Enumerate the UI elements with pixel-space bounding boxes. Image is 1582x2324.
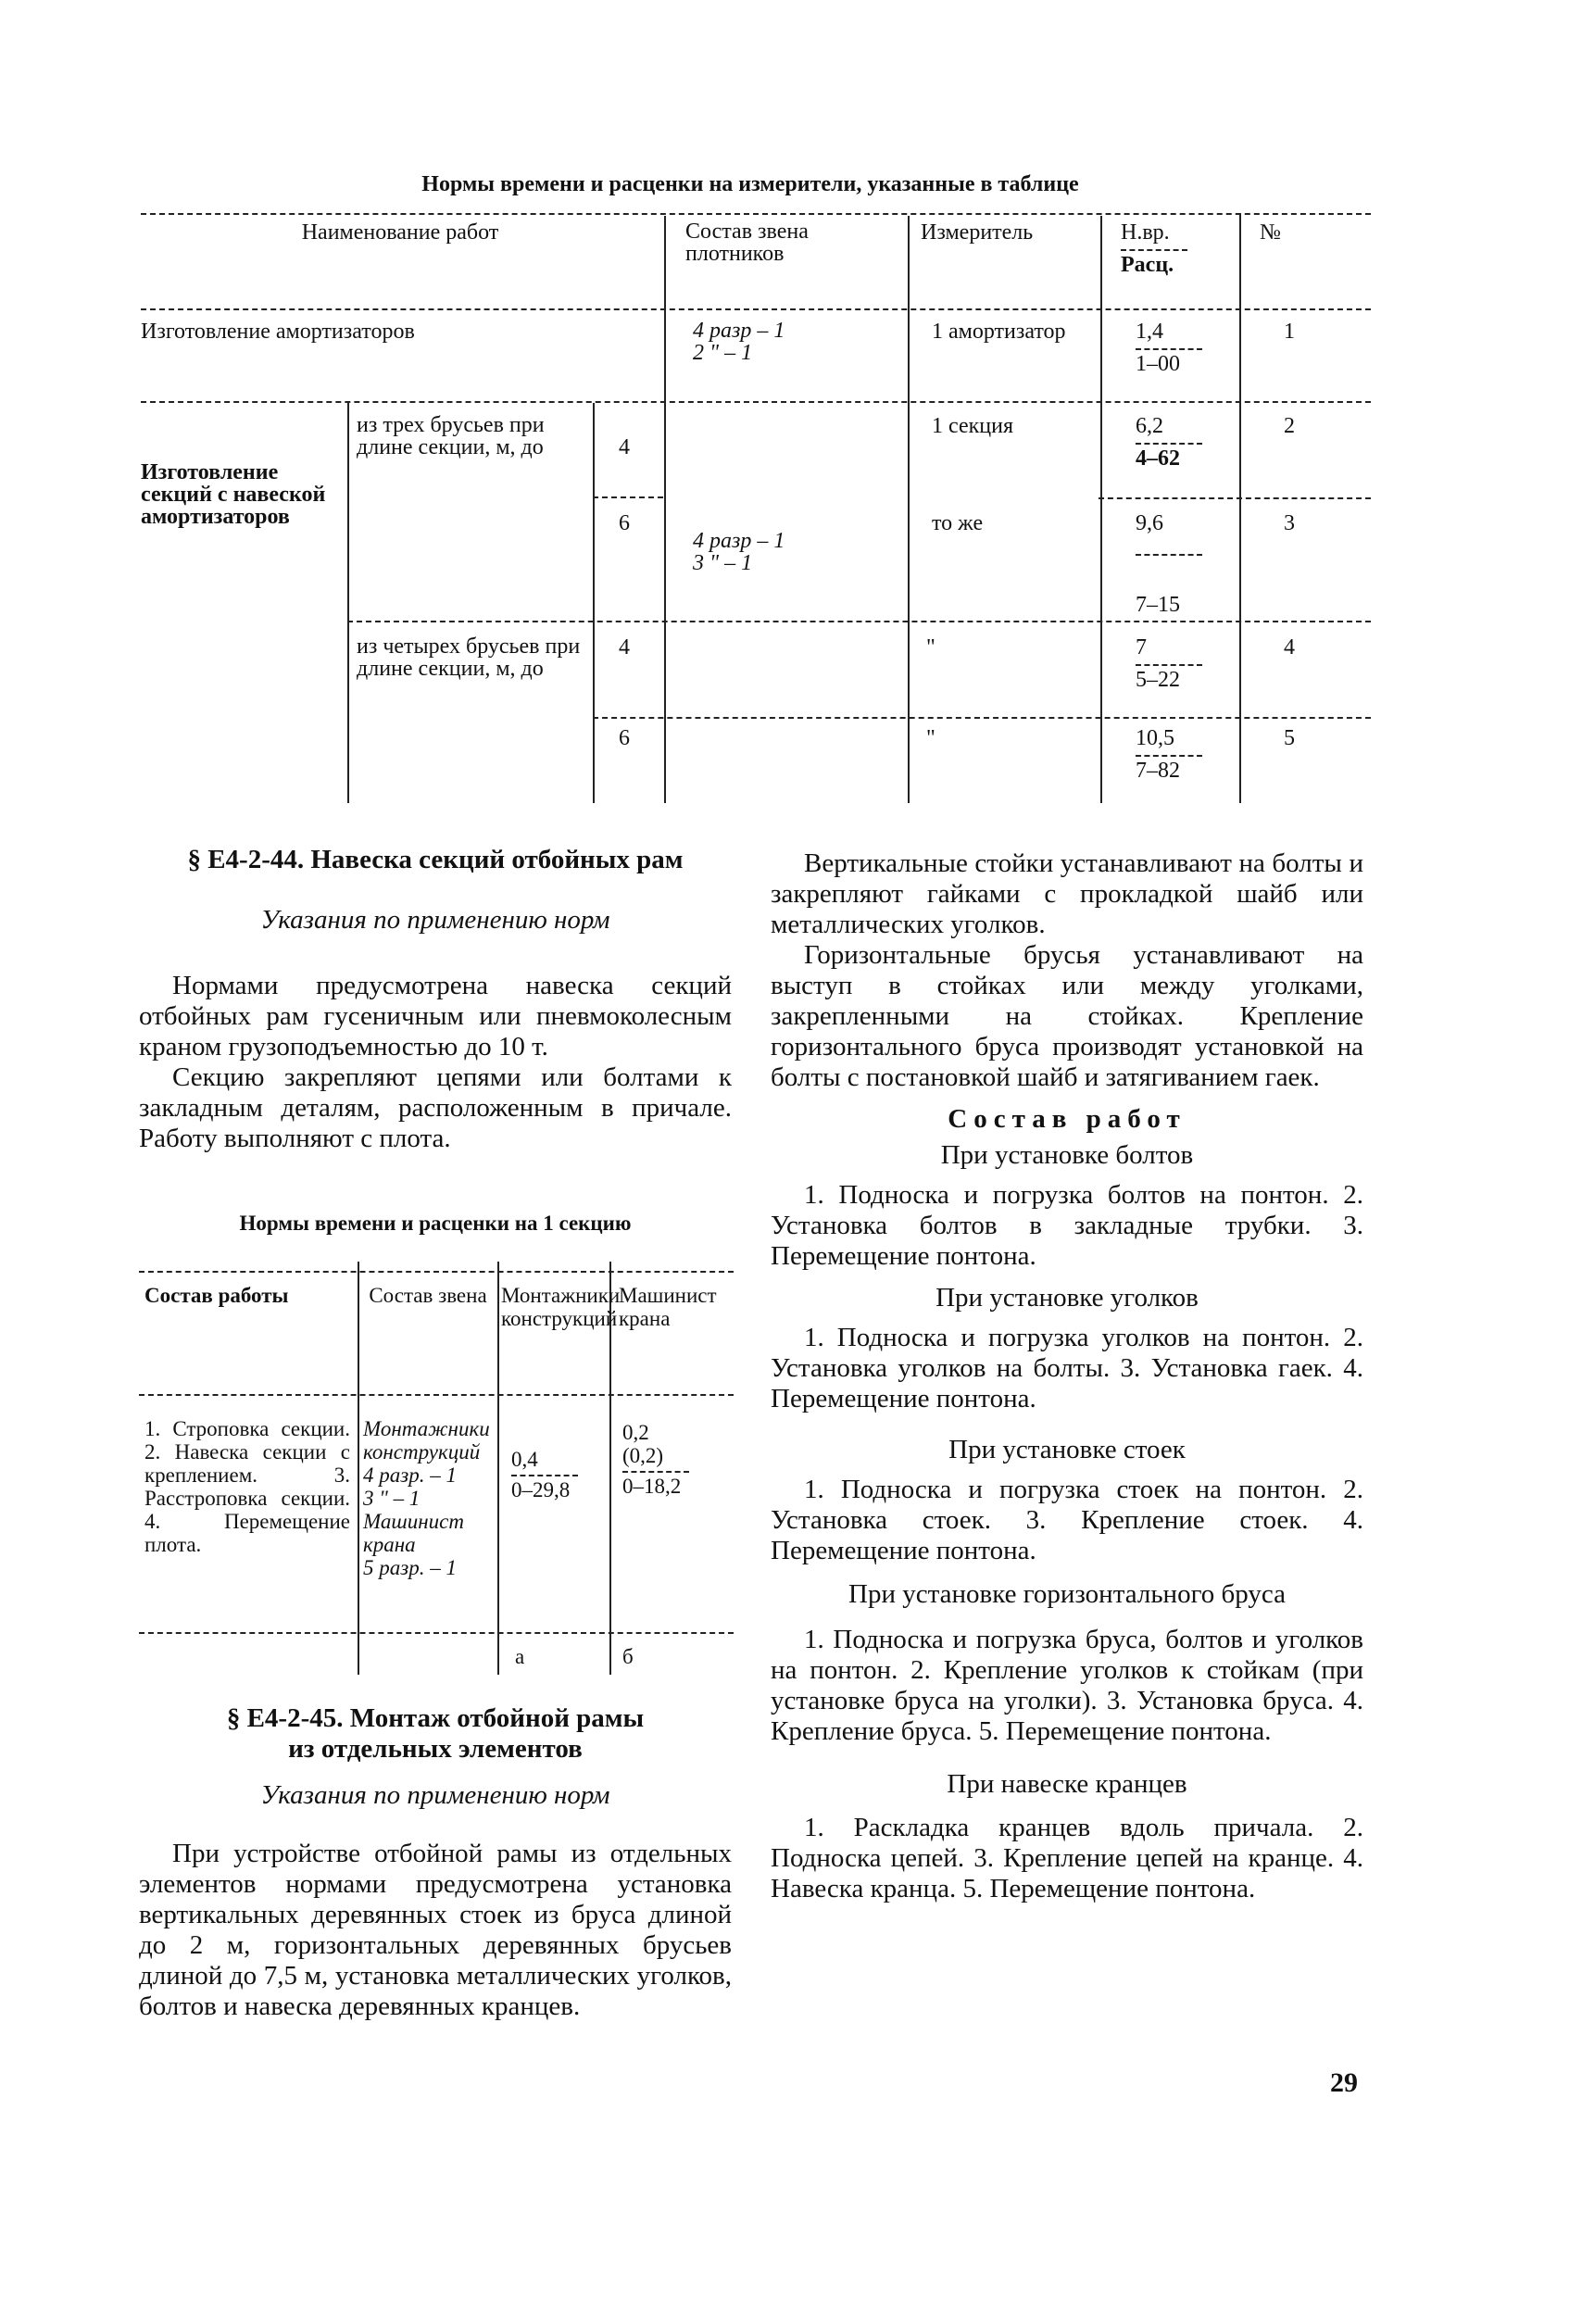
table1-len-rule-1 bbox=[593, 496, 663, 498]
sub2-desc: из четырех брусьев при длине секции, м, до bbox=[357, 634, 581, 681]
table2-vline-2 bbox=[497, 1262, 499, 1675]
row1-crew-line2: 2 " – 1 bbox=[693, 341, 753, 365]
table1-row2-rule bbox=[1099, 497, 1371, 499]
row4-divider bbox=[1136, 664, 1202, 666]
row1-divider bbox=[1136, 348, 1202, 350]
h-angles: При установке уголков bbox=[935, 1283, 1199, 1313]
right-p1: Вертикальные стойки устанавливают на болты и закрепляют гайками с прокладкой шайб или металлических уголков. bbox=[771, 848, 1363, 939]
table1-vline-len bbox=[593, 403, 595, 803]
h-beam: При установке горизонтального бруса bbox=[848, 1579, 1286, 1609]
table2-header-rule bbox=[139, 1394, 734, 1396]
s45-text bbox=[139, 1839, 732, 2022]
t2-mash bbox=[622, 1421, 689, 1498]
t-posts: 1. Подноска и погрузка стоек на понтон. 2. Установка стоек. 3. Крепление стоек. 4. Перемещение понтона. bbox=[771, 1475, 1363, 1565]
t-fenders: 1. Раскладка кранцев вдоль причала. 2. Подноска цепей. 3. Крепление цепей на кранце. 4. Навеска кранца. 5. Перемещение понтона. bbox=[771, 1813, 1363, 1903]
t-beam: 1. Подноска и погрузка бруса, болтов и уголков на понтон. 2. Крепление уголков к стойкам (при установке бруса на уголки). 3. Установка бруса. 4. Крепление бруса. 5. Перемещение понтона. bbox=[771, 1625, 1363, 1746]
table1-row1-rule bbox=[141, 401, 1371, 403]
t2-mont-nvr: 0,4 bbox=[511, 1448, 538, 1471]
t-angles: 1. Подноска и погрузка уголков на понтон. 2. Установка уголков на болты. 3. Установка гаек. 4. Перемещение понтона. bbox=[771, 1323, 1363, 1413]
row2-rasc: 4–62 bbox=[1136, 446, 1180, 471]
row1-name: Изготовление амортизаторов bbox=[141, 320, 415, 344]
row3-nvr: 9,6 bbox=[1136, 511, 1163, 535]
t2-mash-rasc: 0–18,2 bbox=[622, 1475, 682, 1498]
row1-no: 1 bbox=[1284, 320, 1295, 344]
row3-no: 3 bbox=[1284, 511, 1295, 535]
th-crew: Состав звена плотников bbox=[685, 220, 809, 266]
row4-unit: " bbox=[926, 635, 935, 660]
group-crew bbox=[693, 530, 785, 574]
t2-mash-nvr2: (0,2) bbox=[622, 1444, 664, 1467]
table1-row4-rule bbox=[593, 717, 1371, 719]
t2-crew-3: 3 " – 1 bbox=[363, 1487, 421, 1510]
row4-norm bbox=[1136, 635, 1202, 693]
table1-vline-group bbox=[347, 403, 349, 803]
page-number: 29 bbox=[1330, 2067, 1358, 2098]
row2-len: 4 bbox=[619, 435, 630, 459]
row5-norm bbox=[1136, 726, 1202, 784]
row2-no: 2 bbox=[1284, 414, 1295, 438]
row5-nvr: 10,5 bbox=[1136, 726, 1174, 750]
th-name: Наименование работ bbox=[301, 220, 499, 245]
s45-subheading: Указания по применению норм bbox=[260, 1780, 610, 1810]
row3-divider bbox=[1136, 554, 1202, 556]
table1-subgroup-rule bbox=[347, 621, 1371, 622]
table2-vline-1 bbox=[358, 1262, 359, 1675]
table1-caption: Нормы времени и расценки на измерители, указанные в таблице bbox=[421, 172, 1079, 196]
h-fenders: При навеске кранцев bbox=[947, 1769, 1187, 1799]
t2-mash-divider bbox=[622, 1471, 689, 1473]
th-nvr bbox=[1121, 220, 1187, 278]
s45-heading-line1: § Е4-2-45. Монтаж отбойной рамы bbox=[226, 1703, 645, 1733]
row5-divider bbox=[1136, 755, 1202, 757]
row3-rasc: 7–15 bbox=[1136, 593, 1180, 617]
row1-rasc: 1–00 bbox=[1136, 352, 1180, 376]
t2-mont bbox=[511, 1448, 578, 1501]
row4-no: 4 bbox=[1284, 635, 1295, 660]
row2-norm bbox=[1136, 414, 1202, 471]
t2-mont-divider bbox=[511, 1475, 578, 1476]
row2-divider bbox=[1136, 443, 1202, 445]
t2-crew-4: Машинист крана bbox=[363, 1510, 464, 1556]
table1-vline-crew bbox=[664, 216, 666, 803]
group-name: Изготовление секций с навеской амортизаторов bbox=[141, 460, 326, 529]
row2-unit: 1 секция bbox=[932, 414, 1013, 438]
s45-heading bbox=[139, 1703, 732, 1765]
s44-table-caption: Нормы времени и расценки на 1 секцию bbox=[239, 1212, 632, 1235]
t2-h-crew: Состав звена bbox=[369, 1284, 487, 1307]
row1-crew bbox=[693, 320, 785, 364]
row1-crew-line1: 4 разр – 1 bbox=[693, 319, 785, 343]
table2-bottom-rule bbox=[139, 1632, 734, 1634]
t2-crew-1: Монтажники конструкций bbox=[363, 1417, 490, 1463]
sostav-heading: Состав работ bbox=[948, 1104, 1186, 1134]
s44-p2: Секцию закрепляют цепями или болтами к закладным деталям, расположенным в причале. Работу выполняют с плота. bbox=[139, 1062, 732, 1153]
th-rasc-label: Расц. bbox=[1121, 253, 1174, 277]
row1-nvr: 1,4 bbox=[1136, 320, 1163, 344]
table1-header-rule bbox=[141, 308, 1371, 310]
h-posts: При установке стоек bbox=[948, 1435, 1186, 1464]
s44-text bbox=[139, 971, 732, 1154]
s45-heading-line2: из отдельных элементов bbox=[288, 1734, 583, 1764]
th-no: № bbox=[1260, 220, 1281, 245]
right-column bbox=[771, 848, 1363, 1904]
s44-subheading: Указания по применению норм bbox=[260, 905, 610, 935]
table2-top-rule bbox=[139, 1271, 734, 1273]
t2-work: 1. Строповка секции. 2. Навеска секции с креплением. 3. Расстроповка секции. 4. Перемещение плота. bbox=[144, 1417, 350, 1556]
row5-len: 6 bbox=[619, 726, 630, 750]
t2-h-mash: Машинист крана bbox=[619, 1284, 717, 1330]
table1-top-rule bbox=[141, 213, 1371, 215]
t2-h-work: Состав работы bbox=[144, 1284, 289, 1307]
table1-vline-nvr bbox=[1100, 216, 1102, 803]
t2-crew-2: 4 разр. – 1 bbox=[363, 1463, 457, 1487]
row5-no: 5 bbox=[1284, 726, 1295, 750]
right-p2: Горизонтальные брусья устанавливают на выступ в стойках или между уголками, закрепленными на стойках. Крепление горизонтального бруса производят установкой на болты с постановкой шайб и затягиванием гаек. bbox=[771, 940, 1363, 1092]
row1-norm bbox=[1136, 320, 1202, 377]
t-bolts: 1. Подноска и погрузка болтов на понтон. 2. Установка болтов в закладные трубки. 3. Перемещение понтона. bbox=[771, 1180, 1363, 1271]
s45-p1: При устройстве отбойной рамы из отдельных элементов нормами предусмотрена установка вертикальных деревянных стоек из бруса длиной до 2 м, горизонтальных деревянных брусьев длиной до 7,5 м, установка металлических уголков, болтов и навеска деревянных кранцев. bbox=[139, 1839, 732, 2021]
row4-rasc: 5–22 bbox=[1136, 668, 1180, 692]
row2-nvr: 6,2 bbox=[1136, 414, 1163, 438]
th-nvr-label: Н.вр. bbox=[1121, 220, 1170, 245]
table1-vline-no bbox=[1239, 213, 1241, 803]
t2-crew bbox=[363, 1417, 495, 1579]
t2-mash-nvr: 0,2 bbox=[622, 1421, 649, 1444]
row5-rasc: 7–82 bbox=[1136, 759, 1180, 783]
h-bolts: При установке болтов bbox=[940, 1140, 1194, 1170]
th-nvr-divider bbox=[1121, 249, 1187, 251]
s44-p1: Нормами предусмотрена навеска секций отбойных рам гусеничным или пневмоколесным краном грузоподъемностью до 10 т. bbox=[139, 971, 732, 1062]
table1-vline-unit bbox=[908, 216, 910, 803]
t2-col-a: а bbox=[515, 1645, 525, 1668]
row4-len: 4 bbox=[619, 635, 630, 660]
t2-col-b: б bbox=[622, 1645, 634, 1668]
row3-unit: то же bbox=[932, 511, 984, 535]
row3-len: 6 bbox=[619, 511, 630, 535]
row4-nvr: 7 bbox=[1136, 635, 1147, 660]
t2-h-mont: Монтажники конструкций bbox=[501, 1284, 621, 1330]
group-crew-line2: 3 " – 1 bbox=[693, 551, 753, 575]
row5-unit: " bbox=[926, 726, 935, 750]
sub1-desc: из трех брусьев при длине секции, м, до bbox=[357, 413, 545, 459]
row1-unit: 1 амортизатор bbox=[932, 320, 1066, 344]
th-unit: Измеритель bbox=[921, 220, 1034, 245]
t2-mont-rasc: 0–29,8 bbox=[511, 1478, 571, 1501]
t2-crew-5: 5 разр. – 1 bbox=[363, 1556, 457, 1579]
s44-heading: § Е4-2-44. Навеска секций отбойных рам bbox=[187, 845, 684, 874]
group-crew-line1: 4 разр – 1 bbox=[693, 529, 785, 553]
